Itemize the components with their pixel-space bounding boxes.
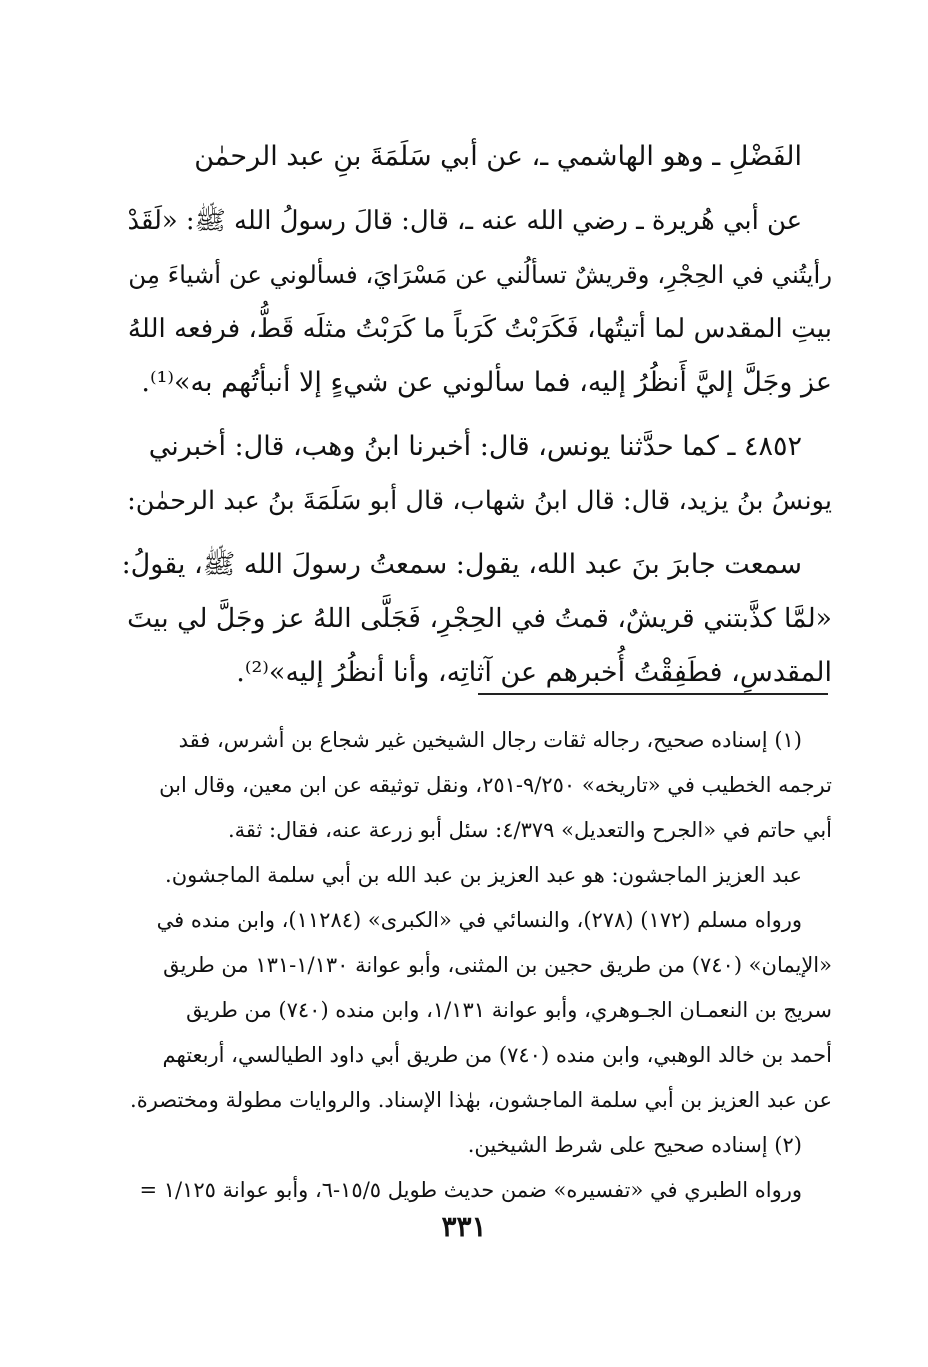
text-line: رأيتُني في الحِجْرِ، وقريشٌ تسألُني عن مَسْرَايَ، فسألوني عن أشياءَ مِن [128, 260, 832, 289]
footnote-line: أحمد بن خالد الوهبي، وابن منده (٧٤٠) من طريق أبي داود الطيالسي، أربعتهم [162, 1043, 832, 1067]
footnote [118, 898, 832, 1123]
footnote [118, 853, 832, 898]
paragraph [120, 538, 832, 700]
footnote [118, 1168, 832, 1213]
paragraph [120, 194, 832, 410]
footnote-line: عبد العزيز الماجشون: هو عبد العزيز بن عبد الله بن أبي سلمة الماجشون. [165, 863, 802, 887]
paragraph [120, 130, 832, 184]
footnote-line: (١) إسناده صحيح، رجاله ثقات رجال الشيخين غير شجاع بن أشرس، فقد [178, 728, 802, 752]
footnote-line: ترجمه الخطيب في «تاريخه» ٩/٢٥٠-٢٥١، ونقل توثيقه عن ابن معين، وقال ابن [159, 773, 832, 797]
text-line: عن أبي هُريرة ـ رضي الله عنه ـ، قال: قالَ رسولُ الله ﷺ: «لَقَدْ [127, 206, 802, 236]
paragraph [120, 420, 832, 528]
footnote-line: (٢) إسناده صحيح على شرط الشيخين. [467, 1133, 802, 1157]
footnote-line: ورواه مسلم (١٧٢) (٢٧٨)، والنسائي في «الكبرى» (١١٢٨٤)، وابن منده في [156, 908, 802, 932]
text-line: بيتِ المقدس لما أتيتُها، فَكَرَبْتُ كَرَباً ما كَرَبْتُ مثلَه قَطُّ، فرفعه اللهُ [127, 314, 832, 344]
footnote-line: سريج بن النعمـان الجـوهري، وأبو عوانة ١/١٣١، وابن منده (٧٤٠) من طريق [186, 998, 832, 1022]
footnote-line: ورواه الطبري في «تفسيره» ضمن حديث طويل ١٥/٥-٦، وأبو عوانة ١/١٢٥ = [139, 1178, 802, 1202]
footnote-line: عن عبد العزيز بن أبي سلمة الماجشون، بهٰذا الإسناد. والروايات مطولة ومختصرة. [130, 1088, 832, 1112]
footnote-line: «الإيمان» (٧٤٠) من طريق حجين بن المثنى، وأبو عوانة ١/١٣٠-١٣١ من طريق [163, 953, 832, 977]
footnote [118, 1123, 832, 1168]
footnote [118, 718, 832, 853]
text-line: عز وجَلَّ إليَّ أَنظُرُ إليه، فما سألوني عن شيءٍ إلا أنبأتُهم به»⁽¹⁾. [141, 367, 832, 398]
text-line: المقدسِ، فطَفِقْتُ أُخبرهم عن آثاتِه، وأنا أنظُرُ إليه»⁽²⁾. [236, 657, 832, 688]
text-line: يونسُ بنُ يزيد، قال: قال ابنُ شهاب، قال أبو سَلَمَةَ بنُ عبد الرحمٰن: [127, 486, 832, 516]
page-number: ٣٣١ [441, 1210, 487, 1243]
text-line: ٤٨٥٢ ـ كما حدَّثنا يونس، قال: أخبرنا ابنُ وهب، قال: أخبرني [148, 431, 802, 462]
main-text [120, 130, 832, 710]
footnote-separator [478, 693, 828, 695]
footnote-line: أبي حاتم في «الجرح والتعديل» ٤/٣٧٩: سئل أبو زرعة عنه، فقال: ثقة. [227, 818, 832, 842]
text-line: الفَضْلِ ـ وهو الهاشمي ـ، عن أبي سَلَمَةَ بنِ عبد الرحمٰن [194, 141, 802, 172]
text-line: «لمَّا كذَّبتني قريشٌ، قمتُ في الحِجْرِ، فَجَلَّى اللهُ عز وجَلَّ لي بيتَ [127, 603, 832, 634]
footnotes [118, 718, 832, 1213]
text-line: سمعت جابرَ بنَ عبد الله، يقول: سمعتُ رسولَ الله ﷺ، يقولُ: [121, 549, 802, 580]
